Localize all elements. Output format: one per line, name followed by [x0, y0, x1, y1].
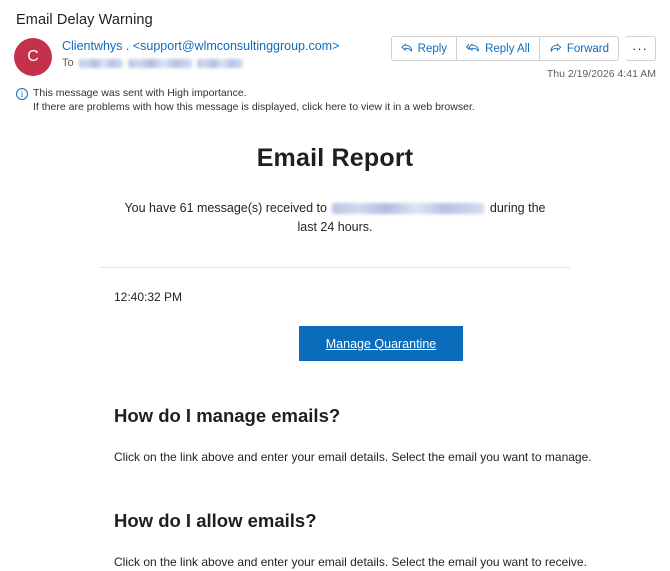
report-summary	[120, 199, 550, 237]
summary-suffix: during the last 24 hours.	[297, 201, 546, 234]
avatar: C	[14, 38, 52, 76]
to-label: To	[62, 57, 74, 69]
message-timestamp: Thu 2/19/2026 4:41 AM	[546, 68, 656, 80]
quarantine-button-wrap	[26, 326, 644, 361]
faq-question-1: How do I manage emails?	[114, 405, 341, 426]
faq-question-2: How do I allow emails?	[114, 510, 317, 531]
redacted-recipient-3	[197, 59, 243, 68]
importance-notice-text	[33, 86, 475, 114]
faq-answer-1: Click on the link above and enter your email details. Select the email you want to manage.	[114, 450, 592, 464]
recipient-line	[62, 57, 339, 69]
sender-info	[62, 36, 339, 69]
sender-address[interactable]: Clientwhys . <support@wlmconsultinggroup.com>	[62, 39, 340, 53]
manage-quarantine-label: Manage Quarantine	[325, 336, 437, 351]
reply-all-button[interactable]	[457, 36, 540, 61]
importance-notice	[16, 86, 656, 114]
report-time: 12:40:32 PM	[114, 290, 183, 304]
redacted-email-address	[332, 203, 484, 214]
reply-all-label: Reply All	[485, 42, 530, 55]
forward-icon	[549, 43, 562, 54]
redacted-recipient-2	[128, 59, 192, 68]
reply-icon	[401, 43, 413, 54]
email-header	[0, 0, 670, 114]
forward-label: Forward	[566, 42, 609, 55]
email-subject: Email Delay Warning	[16, 12, 153, 28]
summary-prefix: You have 61 message(s) received to	[124, 201, 327, 215]
redacted-recipient-1	[79, 59, 123, 68]
forward-button[interactable]	[540, 36, 619, 61]
info-icon: i	[16, 88, 28, 100]
report-title: Email Report	[256, 144, 414, 172]
notice-line-2[interactable]: If there are problems with how this message is displayed, click here to view it in a web browser.	[33, 101, 475, 113]
reply-label: Reply	[417, 42, 448, 55]
faq-answer-2: Click on the link above and enter your email details. Select the email you want to receive.	[114, 555, 587, 569]
message-actions	[391, 36, 656, 61]
notice-line-1: This message was sent with High importance.	[33, 87, 247, 99]
more-options-button[interactable]: ···	[625, 36, 656, 61]
section-divider	[100, 267, 570, 268]
reply-all-icon	[466, 43, 480, 54]
reply-button[interactable]	[391, 36, 457, 61]
email-body	[0, 114, 670, 571]
manage-quarantine-button[interactable]	[299, 326, 463, 361]
